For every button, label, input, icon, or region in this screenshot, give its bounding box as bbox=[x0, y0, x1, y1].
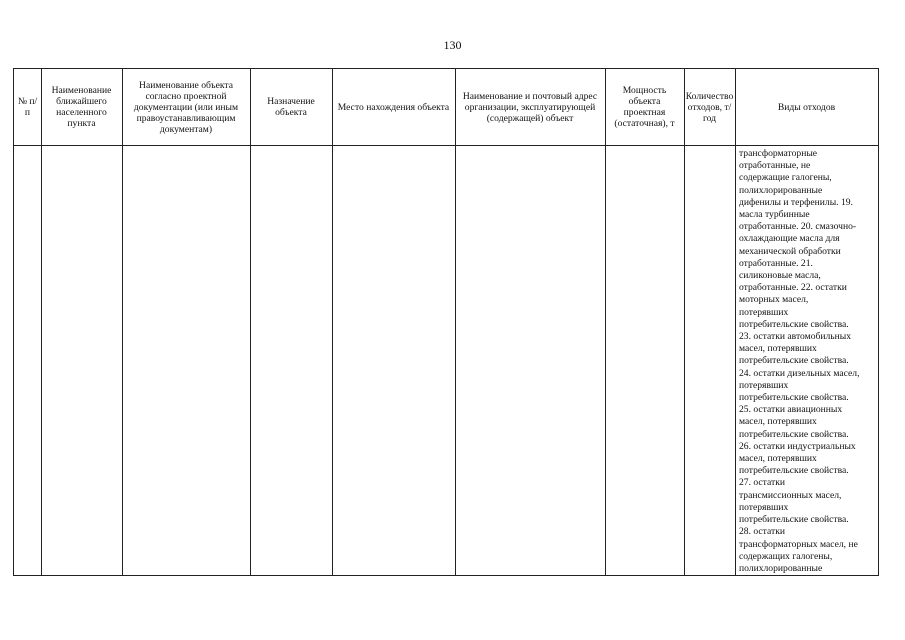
header-capacity: Мощность объекта проектная (остаточная), т bbox=[614, 85, 675, 129]
header-location: Место нахождения объекта bbox=[337, 101, 450, 113]
waste-types-cell: трансформаторные отработанные, не содержащие галогены, полихлорированные дифенилы и терфенилы. 19. масла турбинные отработанные. 20. смазочно- охлаждающие масла для механической обработки отработанные. 21. силиконовые масла, отработанные. 22. остатки моторных масел, потерявших потребительские свойства. 23. остатки автомобильных масел, потерявших потребительские свойства. 24. остатки дизельных масел, потерявших потребительские свойства. 25. остатки авиационных масел, потерявших потребительские свойства. 26. остатки индустриальных масел, потерявших потребительские свойства. 27. остатки трансмиссионных масел, потерявших потребительские свойства. 28. остатки трансформаторных масел, не содержащих галогены, полихлорированные bbox=[739, 148, 860, 574]
header-waste-types: Виды отходов bbox=[777, 101, 836, 113]
page-number: 130 bbox=[443, 38, 462, 52]
waste-objects-table bbox=[13, 68, 879, 576]
header-number: № п/п bbox=[17, 96, 38, 118]
header-purpose: Назначение объекта bbox=[267, 96, 315, 118]
header-object-name: Наименование объекта согласно проектной документации (или иным правоустанавливающим документам) bbox=[133, 79, 239, 135]
header-organization: Наименование и почтовый адрес организации, эксплуатирующей (содержащей) объект bbox=[462, 90, 598, 124]
header-waste-amount: Количество отходов, т/год bbox=[685, 90, 734, 124]
header-settlement: Наименование ближайшего населенного пункта bbox=[51, 85, 112, 129]
header-divider bbox=[14, 145, 878, 146]
